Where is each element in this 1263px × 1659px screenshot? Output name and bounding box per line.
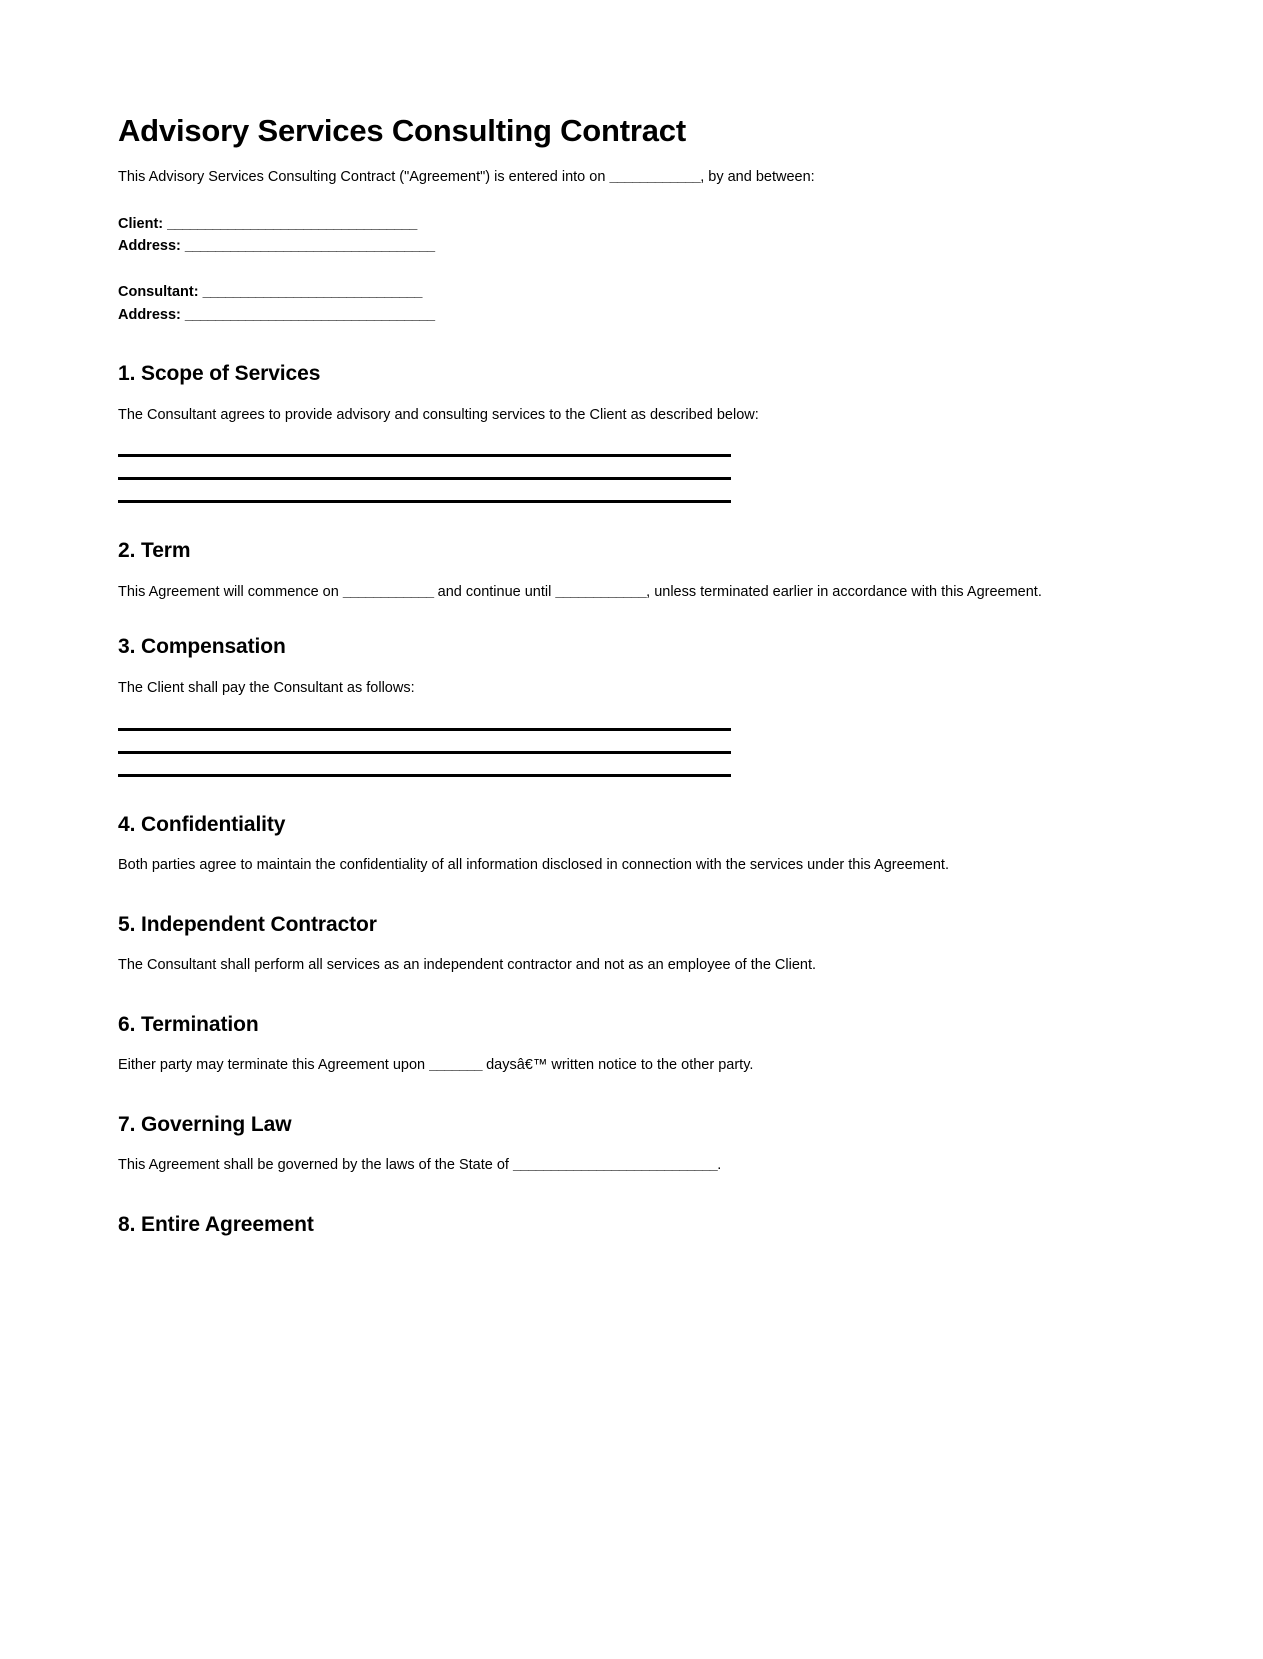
client-party-group: [118, 213, 1083, 258]
term-text-1: This Agreement will commence on: [118, 583, 343, 600]
section-body-termination: [118, 1055, 1083, 1077]
governing-law-text-2: .: [717, 1156, 722, 1173]
page-title: Advisory Services Consulting Contract: [118, 113, 686, 148]
section-governing-law: [118, 1111, 1083, 1177]
section-independent-contractor: [118, 911, 1083, 977]
client-address-blank[interactable]: _________________________________: [184, 237, 435, 254]
intro-paragraph: [118, 167, 1083, 189]
section-heading-independent-contractor: 5. Independent Contractor: [118, 912, 377, 936]
section-body-scope-of-services: The Consultant agrees to provide advisory and consulting services to the Client as described below:: [118, 406, 759, 423]
term-text-2: and continue until: [433, 583, 556, 600]
compensation-fill-line-3[interactable]: [118, 774, 731, 777]
section-body-term: [118, 582, 1083, 604]
section-heading-confidentiality: 4. Confidentiality: [118, 812, 286, 836]
section-body-compensation: The Client shall pay the Consultant as follows:: [118, 679, 415, 696]
consultant-name-row: [118, 281, 1083, 303]
parties-block: [118, 213, 1083, 327]
governing-law-text-1: This Agreement shall be governed by the laws of the State of: [118, 1156, 513, 1173]
client-label: Client:: [118, 215, 164, 232]
governing-law-state-blank[interactable]: ___________________________: [512, 1156, 718, 1173]
intro-text-before: This Advisory Services Consulting Contract ("Agreement") is entered into on: [118, 168, 610, 185]
intro-text-after: , by and between:: [700, 168, 815, 185]
termination-days-blank[interactable]: _______: [429, 1056, 483, 1073]
section-body-governing-law: [118, 1155, 1083, 1177]
section-term: [118, 537, 1083, 603]
section-compensation: [118, 633, 1083, 776]
section-body-confidentiality: Both parties agree to maintain the confidentiality of all information disclosed in connection with the services under this Agreement.: [118, 856, 949, 873]
section-entire-agreement: [118, 1211, 1083, 1237]
section-heading-termination: 6. Termination: [118, 1012, 259, 1036]
consultant-party-group: [118, 281, 1083, 326]
consultant-address-label: Address:: [118, 306, 181, 323]
scope-fill-line-3[interactable]: [118, 500, 731, 503]
consultant-label: Consultant:: [118, 284, 199, 301]
client-name-row: [118, 213, 1083, 235]
client-name-blank[interactable]: _________________________________: [167, 215, 417, 232]
consultant-name-blank[interactable]: _____________________________: [202, 284, 422, 301]
term-end-date-blank[interactable]: ____________: [555, 583, 647, 600]
scope-fill-lines: [118, 454, 1083, 503]
compensation-fill-line-1[interactable]: [118, 728, 731, 731]
compensation-fill-line-2[interactable]: [118, 751, 731, 754]
section-body-independent-contractor: The Consultant shall perform all services as an independent contractor and not as an employee of the Client.: [118, 956, 817, 973]
termination-text-2: daysâ€™ written notice to the other party.: [482, 1056, 754, 1073]
section-heading-scope-of-services: 1. Scope of Services: [118, 362, 321, 386]
section-confidentiality: [118, 811, 1083, 877]
section-heading-entire-agreement: 8. Entire Agreement: [118, 1212, 314, 1236]
section-heading-compensation: 3. Compensation: [118, 635, 286, 659]
term-text-3: , unless terminated earlier in accordance with this Agreement.: [646, 583, 1042, 600]
section-termination: [118, 1011, 1083, 1077]
intro-date-blank[interactable]: ____________: [609, 168, 701, 185]
term-start-date-blank[interactable]: ____________: [342, 583, 434, 600]
compensation-fill-lines: [118, 728, 1083, 777]
scope-fill-line-2[interactable]: [118, 477, 731, 480]
consultant-address-row: [118, 304, 1083, 326]
section-scope-of-services: [118, 360, 1083, 503]
document-body: [118, 0, 1083, 1237]
section-heading-term: 2. Term: [118, 539, 191, 563]
section-heading-governing-law: 7. Governing Law: [118, 1112, 292, 1136]
scope-fill-line-1[interactable]: [118, 454, 731, 457]
consultant-address-blank[interactable]: _________________________________: [184, 306, 435, 323]
termination-text-1: Either party may terminate this Agreement upon: [118, 1056, 430, 1073]
client-address-label: Address:: [118, 237, 181, 254]
client-address-row: [118, 235, 1083, 257]
